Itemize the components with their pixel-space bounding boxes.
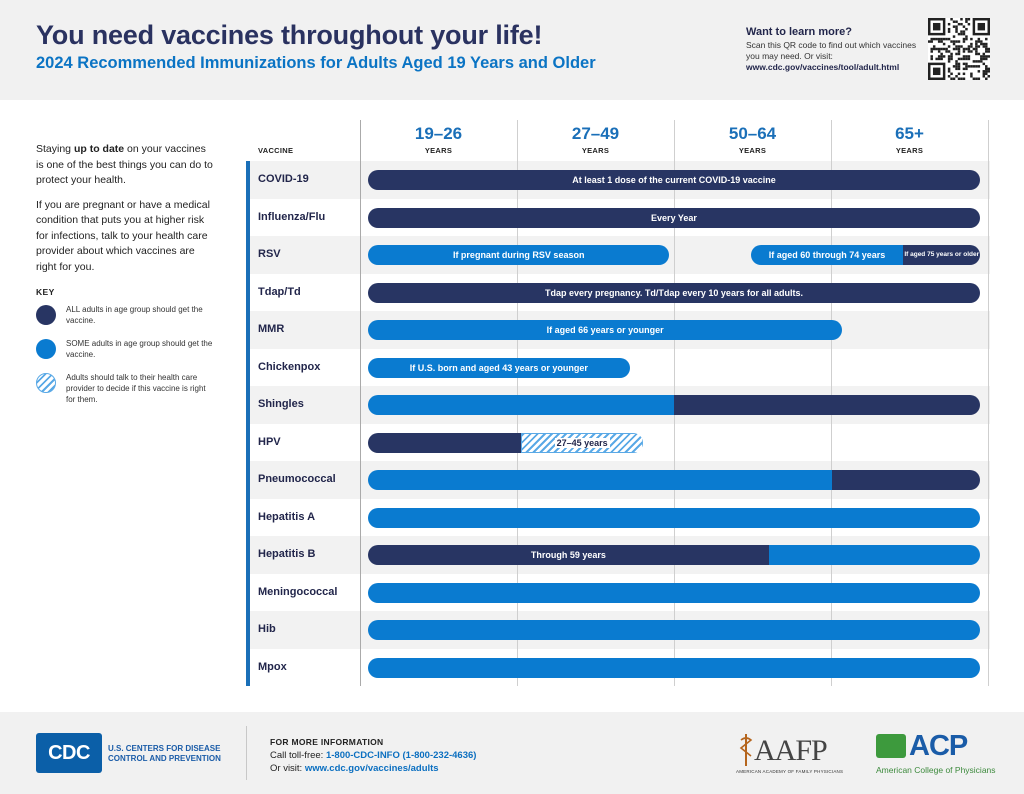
schedule-bar: If pregnant during RSV season [368,245,669,265]
schedule-bar: Tdap every pregnancy. Td/Tdap every 10 years for all adults. [368,283,980,303]
age-range-label: 19–26 [414,124,463,143]
tollfree-number[interactable]: 1-800-CDC-INFO (1-800-232-4636) [325,750,477,761]
cdc-logo: CDC [36,733,102,773]
table-row [246,574,990,612]
page-title: You need vaccines throughout your life! [36,20,543,50]
footer [0,712,1024,794]
vaccine-name: MMR [258,323,285,335]
age-unit-label: YEARS [581,146,610,155]
key-item [36,373,216,403]
schedule-bar [368,433,643,453]
adults-vaccines-link[interactable]: www.cdc.gov/vaccines/adults [304,763,439,774]
footer-divider [246,726,247,780]
age-range-label: 65+ [895,124,924,143]
schedule-bar [368,508,980,528]
vaccine-name: Hepatitis B [258,548,316,560]
intro-text [36,142,216,284]
table-row [246,349,990,387]
vaccine-name: Shingles [258,398,304,410]
vaccine-name: RSV [258,248,281,260]
schedule-bar-segment [832,470,980,490]
vaccine-name: Hib [258,623,276,635]
table-row [246,499,990,537]
schedule-bar [368,395,980,415]
vaccine-name: Hepatitis A [258,510,316,523]
vaccine-name: Tdap/Td [258,285,301,298]
table-row [246,424,990,462]
age-unit-label: YEARS [738,146,767,155]
table-row [246,161,990,199]
age-unit-label: YEARS [895,146,924,155]
key-title: KEY [36,287,55,297]
acp-logo: ACP American College of Physicians [876,730,996,775]
qr-code-icon[interactable] [928,18,990,80]
tollfree-line: Call toll-free: 1-800-CDC-INFO (1-800-232-4636) [270,750,477,761]
header [0,0,1024,100]
intro-paragraph-1: Staying up to date on your vaccines is one of the best things you can do to protect your health. [36,143,213,186]
table-row [246,461,990,499]
caduceus-icon [738,732,754,768]
schedule-bar: If U.S. born and aged 43 years or younger [368,358,630,378]
age-group-header [517,124,674,155]
age-range-label: 50–64 [728,124,777,143]
schedule-bar-segment [368,433,521,453]
schedule-bar-segment [368,470,832,490]
table-row [246,649,990,687]
age-unit-label: YEARS [424,146,453,155]
vaccine-name: HPV [258,435,281,448]
key-text: SOME adults in age group should get the vaccine. [66,339,213,359]
table-row [246,536,990,574]
learn-more [746,26,926,73]
schedule-bar [368,470,980,490]
table-row [246,199,990,237]
key-swatch-icon [36,373,56,393]
intro-paragraph-2: If you are pregnant or have a medical condition that puts you at higher risk for infections, talk to your health care provider about which vaccines are right for you. [36,198,210,273]
vaccine-name: Mpox [258,660,287,673]
table-row [246,236,990,274]
schedule-bar [368,583,980,603]
schedule-bar-segment: 27–45 years [521,433,643,453]
vaccine-column-accent [246,161,250,686]
learn-more-heading: Want to learn more? [746,26,852,38]
schedule-bar-segment: Through 59 years [368,545,769,565]
schedule-bar: Every Year [368,208,980,228]
age-range-label: 27–49 [571,124,620,143]
acp-mark-icon [876,734,906,758]
more-info-title: FOR MORE INFORMATION [270,737,384,747]
aafp-logo: AAFP AMERICAN ACADEMY OF FAMILY PHYSICIANS [736,734,844,774]
age-group-header [674,124,831,155]
schedule-bar: At least 1 dose of the current COVID-19 vaccine [368,170,980,190]
age-group-header [831,124,988,155]
key-text: Adults should talk to their health care provider to decide if this vaccine is right for them. [66,373,206,404]
column-divider [988,120,989,686]
vaccine-name: COVID-19 [258,173,309,185]
vaccine-name: Pneumococcal [258,473,336,485]
vaccine-column-header: VACCINE [258,146,294,155]
visit-line: Or visit: www.cdc.gov/vaccines/adults [270,763,439,774]
table-row [246,311,990,349]
schedule-bar-segment [368,395,674,415]
key-text: ALL adults in age group should get the vaccine. [66,305,203,325]
schedule-bar-segment [674,395,980,415]
key-swatch-icon [36,339,56,359]
age-group-header [360,124,517,155]
schedule-bar-segment: If aged 60 through 74 years [751,245,904,265]
learn-more-text: Scan this QR code to find out which vaccines you may need. Or visit: [746,40,917,61]
page-subtitle: 2024 Recommended Immunizations for Adults Aged 19 Years and Older [36,54,596,72]
key-item [36,339,216,369]
vaccine-name: Meningococcal [258,585,338,598]
table-row [246,611,990,649]
schedule-bar [368,545,980,565]
more-information [270,736,476,775]
schedule-bar [751,245,981,265]
vaccine-name: Chickenpox [258,360,321,373]
column-divider [360,120,361,686]
vaccine-name: Influenza/Flu [258,210,326,223]
key-item [36,305,216,335]
schedule-bar-segment: If aged 75 years or older [903,245,979,265]
table-row [246,274,990,312]
schedule-bar-segment [769,545,980,565]
table-row [246,386,990,424]
immunization-schedule-table [246,120,990,686]
schedule-bar [368,658,980,678]
schedule-bar [368,620,980,640]
schedule-bar: If aged 66 years or younger [368,320,842,340]
key-swatch-icon [36,305,56,325]
learn-more-link[interactable]: www.cdc.gov/vaccines/tool/adult.html [746,62,900,72]
cdc-name: U.S. CENTERS FOR DISEASE CONTROL AND PREVENTION [108,744,221,763]
